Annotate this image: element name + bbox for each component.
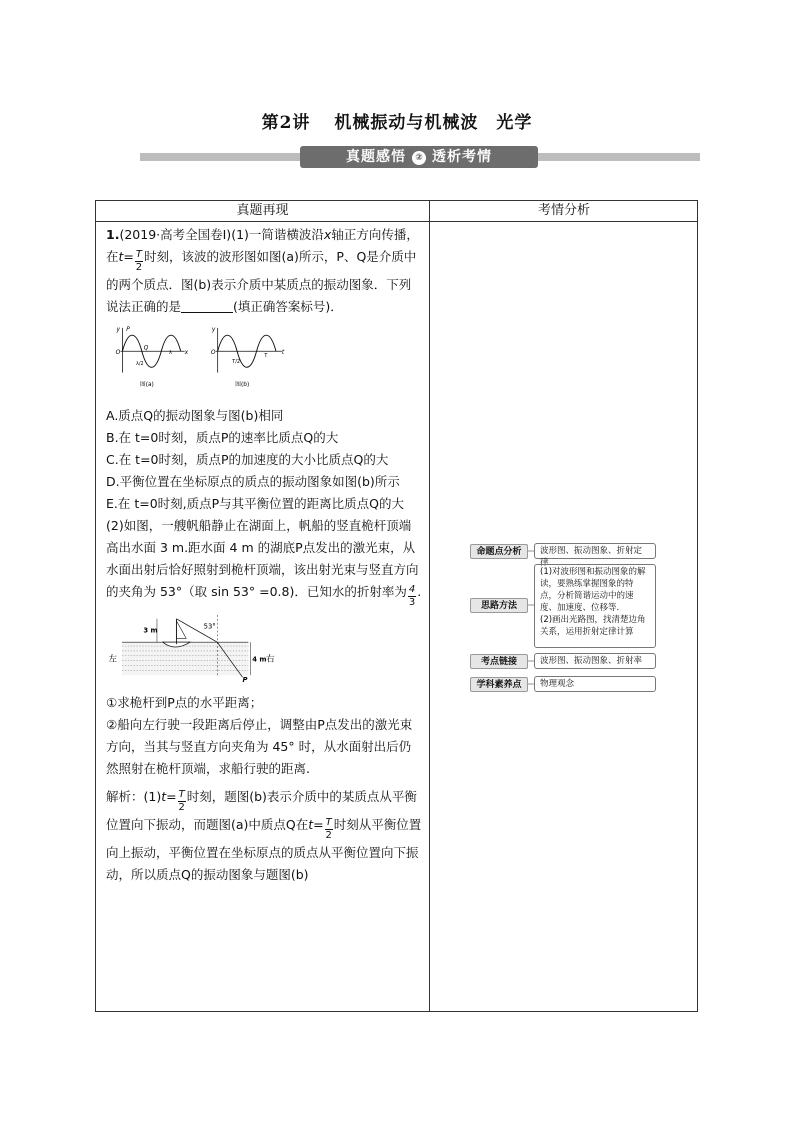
svg-text:图(b): 图(b) bbox=[235, 382, 250, 389]
option-d: D.平衡位置在坐标原点的质点的振动图象如图(b)所示 bbox=[106, 474, 400, 489]
option-a: A.质点Q的振动图象与图(b)相同 bbox=[106, 408, 284, 423]
svg-text:53°: 53° bbox=[203, 622, 216, 631]
svg-text:左: 左 bbox=[108, 654, 118, 665]
svg-text:t: t bbox=[281, 350, 285, 357]
svg-text:P: P bbox=[126, 326, 130, 333]
svg-text:图(a): 图(a) bbox=[139, 382, 154, 389]
option-e: E.在 t=0时刻,质点P与其平衡位置的距离比质点Q的大 bbox=[106, 496, 405, 511]
analysis-text-link: 波形图、振动图象、折射率 bbox=[534, 653, 656, 669]
analysis-diagram bbox=[470, 543, 660, 698]
fraction-t-over-2: $\frac{T}{2}$ bbox=[325, 817, 332, 841]
svg-text:T: T bbox=[264, 353, 268, 360]
sailboat-figure bbox=[106, 613, 276, 683]
column-divider bbox=[429, 201, 430, 1011]
svg-text:右: 右 bbox=[265, 654, 275, 665]
svg-text:Q: Q bbox=[143, 345, 149, 352]
analysis-text-method: (1)对波形图和振动图象的解读，要熟练掌握图象的特点，分析简谐运动中的速度、加速度、位移等. (2)画出光路图，找清楚边角关系，运用折射定律计算 bbox=[534, 564, 656, 648]
svg-text:P: P bbox=[242, 676, 248, 683]
solution: 解析：(1)t= $\frac{T}{2}$ 时刻，题图(b)表示介质中的某质点从平衡位置向下振动，而题图(a)中质点Q在t= $\frac{T}{2}$ 时刻从平衡位置向上振动，平衡位置在坐标原点的质点从平衡位置向下振动，所以质点Q的振动图象与题图(b) bbox=[106, 789, 422, 882]
page-title bbox=[0, 108, 794, 133]
fraction-t-over-2: $\frac{T}{2}$ bbox=[135, 249, 143, 273]
column-header-problem: 真题再现 bbox=[236, 203, 289, 218]
banner-right-text: 透析考情 bbox=[432, 149, 492, 165]
figure-a bbox=[116, 327, 189, 388]
svg-text:y: y bbox=[116, 326, 121, 333]
figure-b bbox=[211, 327, 285, 388]
svg-text:O: O bbox=[115, 350, 121, 357]
svg-text:y: y bbox=[211, 326, 216, 333]
problem-part2: (2)如图，一艘帆船静止在湖面上，帆船的竖直桅杆顶端高出水面 3 m.距水面 4 m 的湖底P点发出的激光束，从水面出射后恰好照射到桅杆顶端，该出射光束与竖直方向的夹角为 53°（取 sin 53° =0.8)．已知水的折射率为 $\frac{4}{3}$ . bbox=[106, 518, 422, 608]
banner-badge-icon: ② bbox=[412, 151, 426, 165]
analysis-label-literacy: 学科素养点 bbox=[470, 677, 528, 692]
question-1: ①求桅杆到P点的水平距离； bbox=[106, 695, 263, 710]
svg-text:x: x bbox=[184, 350, 189, 357]
svg-text:T/2: T/2 bbox=[232, 358, 240, 365]
option-b: B.在 t=0时刻，质点P的速率比质点Q的大 bbox=[106, 430, 339, 445]
svg-text:λ: λ bbox=[169, 350, 172, 357]
analysis-label-link: 考点链接 bbox=[470, 654, 528, 669]
header-divider bbox=[96, 221, 697, 222]
analysis-text-literacy: 物理观念 bbox=[534, 676, 656, 692]
banner-pill bbox=[300, 146, 538, 168]
wave-figures bbox=[106, 324, 306, 394]
answer-blank bbox=[181, 300, 233, 313]
option-c: C.在 t=0时刻，质点P的加速度的大小比质点Q的大 bbox=[106, 452, 389, 467]
svg-text:3 m: 3 m bbox=[143, 626, 158, 635]
svg-text:O: O bbox=[210, 350, 216, 357]
lecture-number: 第2讲 bbox=[261, 113, 311, 133]
analysis-text-proposition: 波形图、振动图象、折射定律 bbox=[534, 543, 656, 559]
lecture-topic: 机械振动与机械波 光学 bbox=[334, 113, 533, 133]
problem-part1: 1.(2019·高考全国卷Ⅰ)(1)一简谐横波沿x轴正方向传播，在t= $\frac{T}{2}$ 时刻，该波的波形图如图(a)所示，P、Q是介质中的两个质点．图(b)表示介质中某质点的振动图象．下列说法正确的是 (填正确答案标号)． bbox=[106, 227, 419, 314]
section-banner bbox=[140, 146, 700, 168]
question-2: ②船向左行驶一段距离后停止，调整由P点发出的激光束方向，当其与竖直方向夹角为 45° 时，从水面射出后仍然照射在桅杆顶端，求船行驶的距离. bbox=[106, 717, 413, 776]
analysis-label-method: 思路方法 bbox=[470, 598, 528, 613]
sailboat bbox=[163, 619, 190, 647]
svg-text:4 m: 4 m bbox=[252, 655, 267, 664]
column-header-analysis: 考情分析 bbox=[537, 203, 590, 218]
svg-text:λ/2: λ/2 bbox=[136, 360, 144, 367]
analysis-label-proposition: 命题点分析 bbox=[470, 544, 528, 559]
banner-left-text: 真题感悟 bbox=[346, 149, 406, 165]
problem-content bbox=[106, 224, 422, 886]
fraction-4-over-3: $\frac{4}{3}$ bbox=[408, 584, 416, 608]
fraction-t-over-2: $\frac{T}{2}$ bbox=[178, 789, 185, 813]
